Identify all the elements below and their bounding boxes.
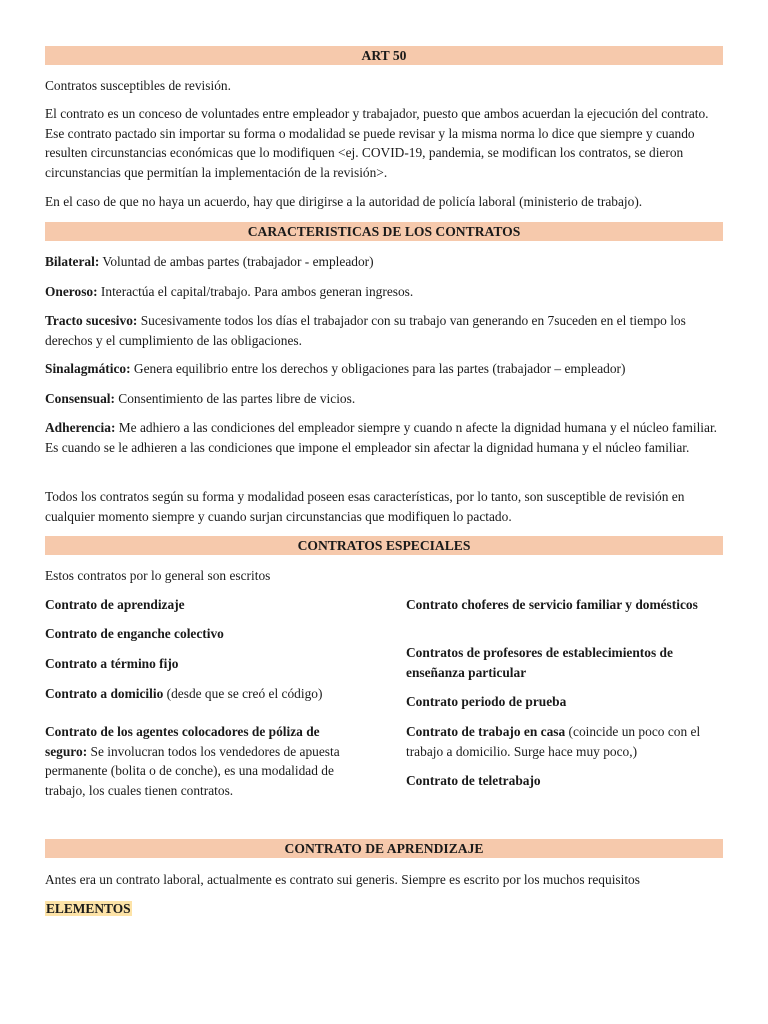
- characteristic-consensual: [45, 389, 723, 409]
- section-header-caracteristicas: CARACTERISTICAS DE LOS CONTRATOS: [45, 222, 723, 241]
- characteristic-adherencia: [45, 418, 723, 457]
- section-header-art50: ART 50: [45, 46, 723, 65]
- section-header-especiales: CONTRATOS ESPECIALES: [45, 536, 723, 555]
- term: Contrato de trabajo en casa: [406, 724, 566, 739]
- contract-item: [45, 595, 365, 615]
- term: Contrato de teletrabajo: [406, 773, 541, 788]
- contract-item: [45, 722, 365, 800]
- characteristic-oneroso: [45, 282, 723, 302]
- characteristics-closing-paragraph: Todos los contratos según su forma y modalidad poseen esas características, por lo tanto, son susceptible de revisión en cualquier momento siempre y cuando surjan circunstancias que modifiquen lo pactado.: [45, 489, 685, 524]
- contract-item: [45, 654, 365, 674]
- term: Contrato periodo de prueba: [406, 694, 567, 709]
- section-header-aprendizaje: CONTRATO DE APRENDIZAJE: [45, 839, 723, 858]
- definition: (desde que se creó el código): [163, 686, 323, 701]
- characteristic-bilateral: [45, 252, 723, 272]
- term: Sinalagmático:: [45, 361, 131, 376]
- elementos-heading: ELEMENTOS: [46, 901, 131, 916]
- aprendizaje-paragraph: Antes era un contrato laboral, actualmente es contrato sui generis. Siempre es escrito por los muchos requisitos: [45, 872, 640, 887]
- term: Contrato de enganche colectivo: [45, 626, 224, 641]
- contract-item: [406, 722, 723, 761]
- definition: Consentimiento de las partes libre de vicios.: [114, 391, 356, 406]
- definition: Voluntad de ambas partes (trabajador - empleador): [99, 254, 374, 269]
- contract-item: [406, 595, 706, 615]
- term: Oneroso:: [45, 284, 98, 299]
- contract-item: [406, 771, 723, 791]
- art50-paragraph-3: En el caso de que no haya un acuerdo, hay que dirigirse a la autoridad de policía laboral (ministerio de trabajo).: [45, 194, 643, 209]
- term: Contrato de aprendizaje: [45, 597, 185, 612]
- art50-paragraph-1: Contratos susceptibles de revisión.: [45, 78, 231, 93]
- definition: Se involucran todos los vendedores de apuesta permanente (bolita o de conche), es una modalidad de trabajo, los cuales tienen contratos.: [45, 743, 340, 798]
- term: Consensual:: [45, 391, 115, 406]
- characteristic-tracto-sucesivo: [45, 311, 723, 350]
- definition: Sucesivamente todos los días el trabajador con su trabajo van generando en 7suceden en el tiempo los derechos y el cumplimiento de las obligaciones.: [45, 313, 686, 348]
- contract-item: [45, 624, 365, 644]
- especiales-intro: Estos contratos por lo general son escritos: [45, 568, 271, 583]
- art50-paragraph-2: El contrato es un conceso de voluntades entre empleador y trabajador, puesto que ambos acuerdan la ejecución del contrato. Ese contrato pactado sin importar su forma o modalidad se puede revisar y la misma norma lo dice que siempre y cuando resulten circunstancias económicas que lo modifiquen <ej. COVID-19, pandemia, se modifican los contratos, se dieron circunstancias que permitían la implementación de la revisión>.: [45, 106, 709, 180]
- definition: (coincide un poco con el trabajo a domicilio. Surge hace muy poco,): [406, 724, 701, 759]
- term: Contrato de los agentes colocadores de póliza de seguro:: [45, 724, 320, 759]
- term: Contrato a término fijo: [45, 656, 179, 671]
- term: Contratos de profesores de establecimientos de enseñanza particular: [406, 645, 673, 680]
- term: Tracto sucesivo:: [45, 313, 138, 328]
- definition: Interactúa el capital/trabajo. Para ambos generan ingresos.: [97, 284, 414, 299]
- term: Adherencia:: [45, 420, 116, 435]
- contract-item: [406, 692, 723, 712]
- elementos-heading-line: [45, 899, 723, 919]
- contract-item: [45, 684, 365, 704]
- term: Bilateral:: [45, 254, 100, 269]
- definition: Genera equilibrio entre los derechos y obligaciones para las partes (trabajador – empleador): [130, 361, 626, 376]
- definition: Me adhiero a las condiciones del empleador siempre y cuando n afecte la dignidad humana y el núcleo familiar. Es cuando se le adhieren a las condiciones que impone el empleador sin afectar la dignidad humana y el núcleo familiar.: [45, 420, 718, 455]
- term: Contrato a domicilio: [45, 686, 164, 701]
- characteristic-sinalagmatico: [45, 359, 723, 379]
- contract-item: [406, 643, 723, 682]
- term: Contrato choferes de servicio familiar y domésticos: [406, 597, 698, 612]
